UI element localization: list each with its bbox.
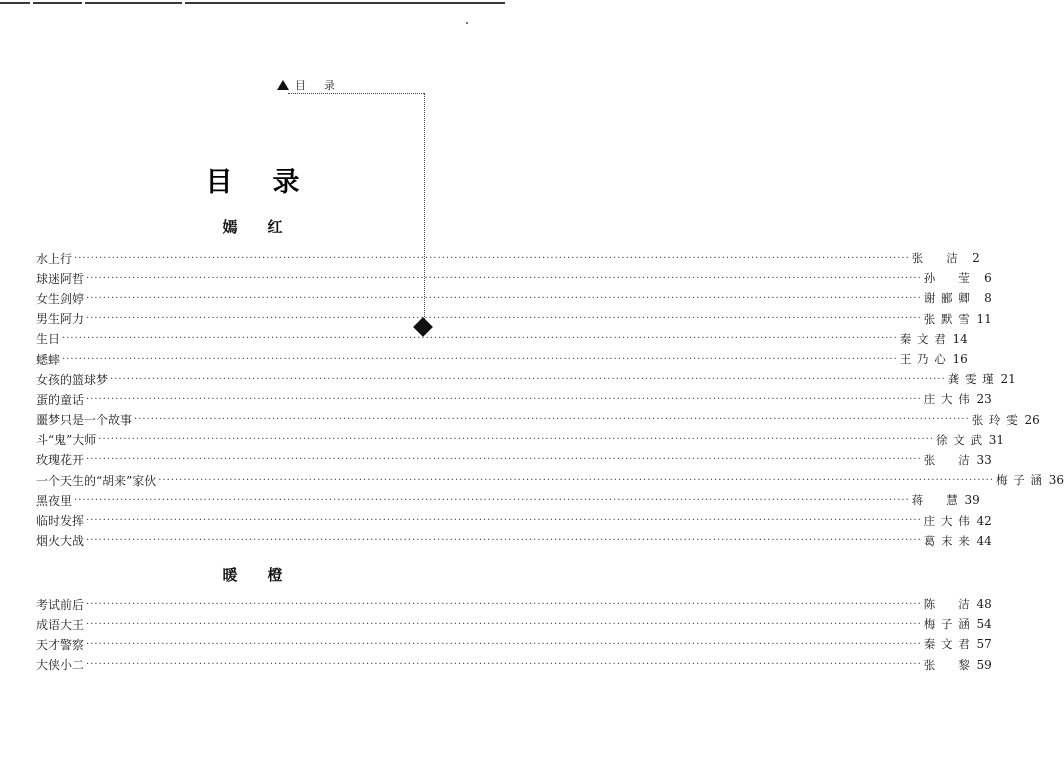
toc-entry-author: 秦文君 (899, 331, 946, 346)
toc-entry-page: 42 (976, 513, 992, 528)
toc-entry-page: 16 (952, 352, 968, 367)
toc-entry-page: 11 (976, 311, 992, 326)
toc-entry[interactable] (36, 268, 992, 288)
toc-entry-page: 31 (988, 432, 1005, 447)
toc-entry-page: 54 (976, 617, 992, 632)
dot-leader: ········································································································································································································ (86, 535, 922, 547)
toc-entry-author: 张黎 (923, 657, 970, 672)
toc-entry-title: 水上行 (36, 251, 73, 266)
dot-leader: ········································································································································································································ (74, 494, 910, 506)
toc-entry-page: 23 (976, 392, 992, 407)
dot-leader: ········································································································································································································ (86, 313, 922, 325)
toc-entry-author: 蒋慧 (911, 493, 958, 508)
dotted-guide-vertical (424, 93, 425, 319)
toc-entry-page: 6 (984, 271, 992, 286)
toc-entry[interactable] (36, 594, 992, 614)
corner-dot (466, 22, 468, 24)
dot-leader: ········································································································································································································ (98, 434, 935, 446)
toc-entry-title: 斗“鬼”大师 (36, 433, 97, 448)
section-title-2: 暖橙 (222, 566, 313, 584)
toc-entry-title: 女孩的篮球梦 (36, 372, 109, 387)
toc-entry-title: 女生剑婷 (36, 291, 85, 306)
toc-entry-author: 梅子涵 (996, 473, 1043, 488)
running-header-text: 目录 (295, 79, 353, 92)
dot-leader: ········································································································································································································ (134, 414, 970, 426)
rule-gap (182, 1, 185, 5)
toc-entry[interactable] (36, 349, 968, 369)
toc-entry-author: 张洁 (911, 251, 958, 266)
toc-entry-author: 张玲雯 (971, 412, 1018, 427)
rule-gap (82, 1, 85, 5)
toc-entry-author: 谢郦卿 (923, 291, 970, 306)
toc-entry-title: 球迷阿哲 (36, 271, 85, 286)
toc-entry-page: 8 (984, 291, 992, 306)
toc-entry-title: 男生阿力 (36, 312, 85, 327)
toc-entry-author: 龚雯瑾 (947, 372, 994, 387)
toc-entry[interactable] (36, 531, 992, 551)
toc-list-section-1 (36, 248, 1064, 551)
dot-leader: ········································································································································································································ (86, 272, 922, 284)
toc-entry-author: 秦文君 (923, 637, 970, 652)
running-header (277, 76, 353, 94)
toc-entry[interactable] (36, 309, 992, 329)
rule-gap (30, 1, 33, 5)
triangle-icon (277, 80, 289, 90)
toc-entry-title: 蛋的童话 (36, 392, 85, 407)
toc-entry-author: 葛末来 (923, 533, 970, 548)
page-title: 目录 (205, 167, 340, 198)
toc-entry-author: 张洁 (923, 452, 970, 467)
toc-entry[interactable] (36, 655, 992, 675)
toc-entry-title: 生日 (36, 332, 61, 347)
toc-entry[interactable] (36, 288, 992, 308)
toc-entry-title: 一个天生的“胡来”家伙 (36, 473, 157, 488)
toc-entry-page: 39 (964, 493, 980, 508)
toc-entry-title: 临时发挥 (36, 514, 85, 529)
toc-entry[interactable] (36, 410, 1040, 430)
toc-entry-title: 考试前后 (36, 597, 85, 612)
toc-entry-author: 梅子涵 (923, 617, 970, 632)
toc-entry-page: 57 (976, 637, 992, 652)
toc-list-section-2 (36, 594, 992, 675)
dot-leader: ········································································································································································································ (86, 659, 922, 671)
toc-entry-title: 烟火大战 (36, 534, 85, 549)
toc-entry-page: 48 (976, 597, 992, 612)
dot-leader: ········································································································································································································ (86, 638, 922, 650)
toc-entry-page: 2 (972, 251, 980, 266)
toc-entry[interactable] (36, 248, 980, 268)
toc-entry-author: 庄大伟 (923, 392, 970, 407)
dot-leader: ········································································································································································································ (86, 454, 922, 466)
toc-entry[interactable] (36, 329, 968, 349)
toc-entry[interactable] (36, 430, 1005, 450)
toc-entry-page: 36 (1048, 473, 1064, 488)
toc-entry-page: 59 (976, 657, 992, 672)
toc-entry[interactable] (36, 470, 1064, 490)
toc-entry-author: 王乃心 (899, 352, 946, 367)
dotted-guide-horizontal (288, 93, 424, 94)
toc-entry-title: 蟋蟀 (36, 352, 61, 367)
section-title-1: 嫣红 (222, 218, 313, 236)
dot-leader: ········································································································································································································ (158, 474, 995, 486)
toc-entry-page: 44 (976, 533, 992, 548)
toc-entry-author: 庄大伟 (923, 513, 970, 528)
toc-entry-author: 徐文武 (936, 432, 983, 447)
dot-leader: ········································································································································································································ (74, 252, 910, 264)
toc-entry[interactable] (36, 389, 992, 409)
dot-leader: ········································································································································································································ (86, 292, 922, 304)
dot-leader: ········································································································································································································ (86, 393, 922, 405)
toc-entry-title: 大侠小二 (36, 658, 85, 673)
toc-entry-title: 黑夜里 (36, 493, 73, 508)
dot-leader: ········································································································································································································ (62, 333, 898, 345)
toc-entry[interactable] (36, 634, 992, 654)
top-border-rule (0, 2, 505, 4)
toc-entry[interactable] (36, 510, 992, 530)
toc-entry-author: 孙莹 (923, 271, 970, 286)
dot-leader: ········································································································································································································ (86, 598, 922, 610)
toc-entry-author: 陈洁 (923, 597, 970, 612)
toc-entry-author: 张默雪 (923, 311, 970, 326)
toc-entry-page: 26 (1024, 412, 1040, 427)
toc-entry[interactable] (36, 450, 992, 470)
toc-entry-page: 21 (1000, 372, 1016, 387)
toc-entry-title: 天才警察 (36, 637, 85, 652)
toc-entry-title: 噩梦只是一个故事 (36, 413, 133, 428)
toc-entry-page: 14 (952, 331, 968, 346)
dot-leader: ········································································································································································································ (110, 373, 946, 385)
toc-entry-page: 33 (976, 452, 992, 467)
dot-leader: ········································································································································································································ (62, 353, 898, 365)
toc-entry[interactable] (36, 490, 980, 510)
toc-entry-title: 玫瑰花开 (36, 453, 85, 468)
toc-entry-title: 成语大王 (36, 617, 85, 632)
dot-leader: ········································································································································································································ (86, 515, 922, 527)
toc-entry[interactable] (36, 614, 992, 634)
toc-entry[interactable] (36, 369, 1016, 389)
dot-leader: ········································································································································································································ (86, 618, 922, 630)
